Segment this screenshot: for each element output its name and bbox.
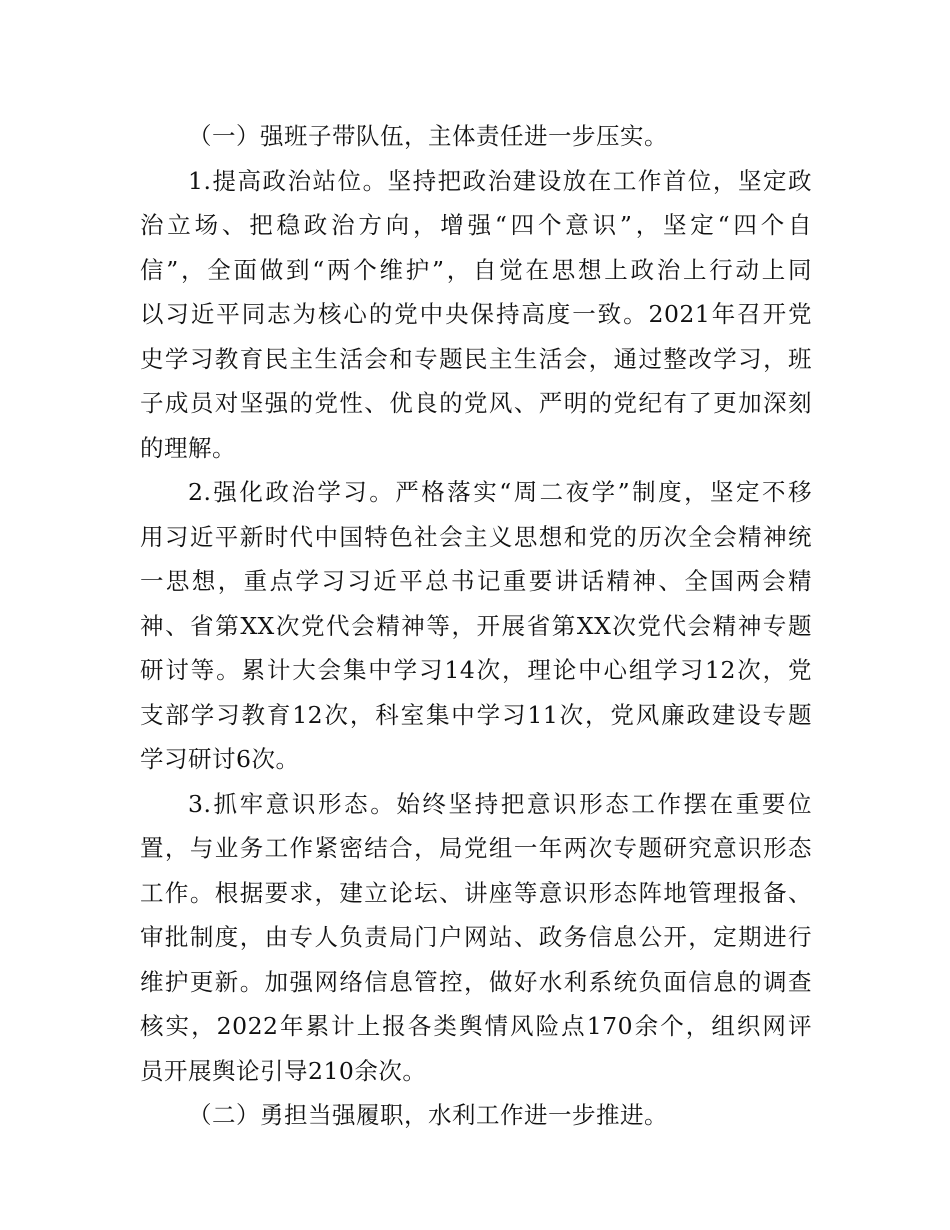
text-line: （一）强班子带队伍，主体责任进一步压实。 bbox=[188, 122, 668, 150]
document-page bbox=[140, 114, 812, 1138]
text-line: 史学习教育民主生活会和专题民主生活会，通过整改学习，班 bbox=[140, 344, 812, 373]
section-2-heading bbox=[140, 1093, 812, 1138]
text-line: 维护更新。加强网络信息管控，做好水利系统负面信息的调查 bbox=[140, 967, 812, 996]
text-line: 2.强化政治学习。严格落实“周二夜学”制度，坚定不移 bbox=[188, 478, 812, 506]
text-line: 工作。根据要求，建立论坛、讲座等意识形态阵地管理报备、 bbox=[140, 878, 812, 907]
text-line: 1.提高政治站位。坚持把政治建设放在工作首位，坚定政 bbox=[188, 166, 812, 195]
text-line: 治立场、把稳政治方向，增强“四个意识”，坚定“四个自 bbox=[140, 211, 812, 239]
text-line: 3.抓牢意识形态。始终坚持把意识形态工作摆在重要位 bbox=[188, 789, 812, 818]
text-line: 审批制度，由专人负责局门户网站、政务信息公开，定期进行 bbox=[140, 923, 812, 951]
text-line: 置，与业务工作紧密结合，局党组一年两次专题研究意识形态 bbox=[140, 834, 812, 862]
text-line: 用习近平新时代中国特色社会主义思想和党的历次全会精神统 bbox=[140, 522, 812, 551]
text-line: 神、省第XX次党代会精神等，开展省第XX次党代会精神专题 bbox=[140, 611, 812, 640]
text-line: 支部学习教育12次，科室集中学习11次，党风廉政建设专题 bbox=[140, 700, 812, 729]
text-line: 子成员对坚强的党性、优良的党风、严明的党纪有了更加深刻 bbox=[140, 389, 812, 417]
text-line: 员开展舆论引导210余次。 bbox=[140, 1056, 427, 1085]
text-line: 的理解。 bbox=[140, 433, 236, 462]
text-line: 一思想，重点学习习近平总书记重要讲话精神、全国两会精 bbox=[140, 567, 812, 595]
text-line: 研讨等。累计大会集中学习14次，理论中心组学习12次，党 bbox=[140, 656, 812, 684]
text-line: 学习研讨6次。 bbox=[140, 745, 300, 773]
section-1-heading bbox=[140, 114, 812, 159]
paragraph-item-1 bbox=[140, 159, 812, 471]
text-line: 核实，2022年累计上报各类舆情风险点170余个，组织网评 bbox=[140, 1012, 812, 1040]
text-line: 以习近平同志为核心的党中央保持高度一致。2021年召开党 bbox=[140, 300, 812, 328]
paragraph-item-2 bbox=[140, 470, 812, 782]
text-line: （二）勇担当强履职，水利工作进一步推进。 bbox=[188, 1101, 668, 1129]
text-line: 信”，全面做到“两个维护”，自觉在思想上政治上行动上同 bbox=[140, 255, 812, 284]
paragraph-item-3 bbox=[140, 782, 812, 1094]
